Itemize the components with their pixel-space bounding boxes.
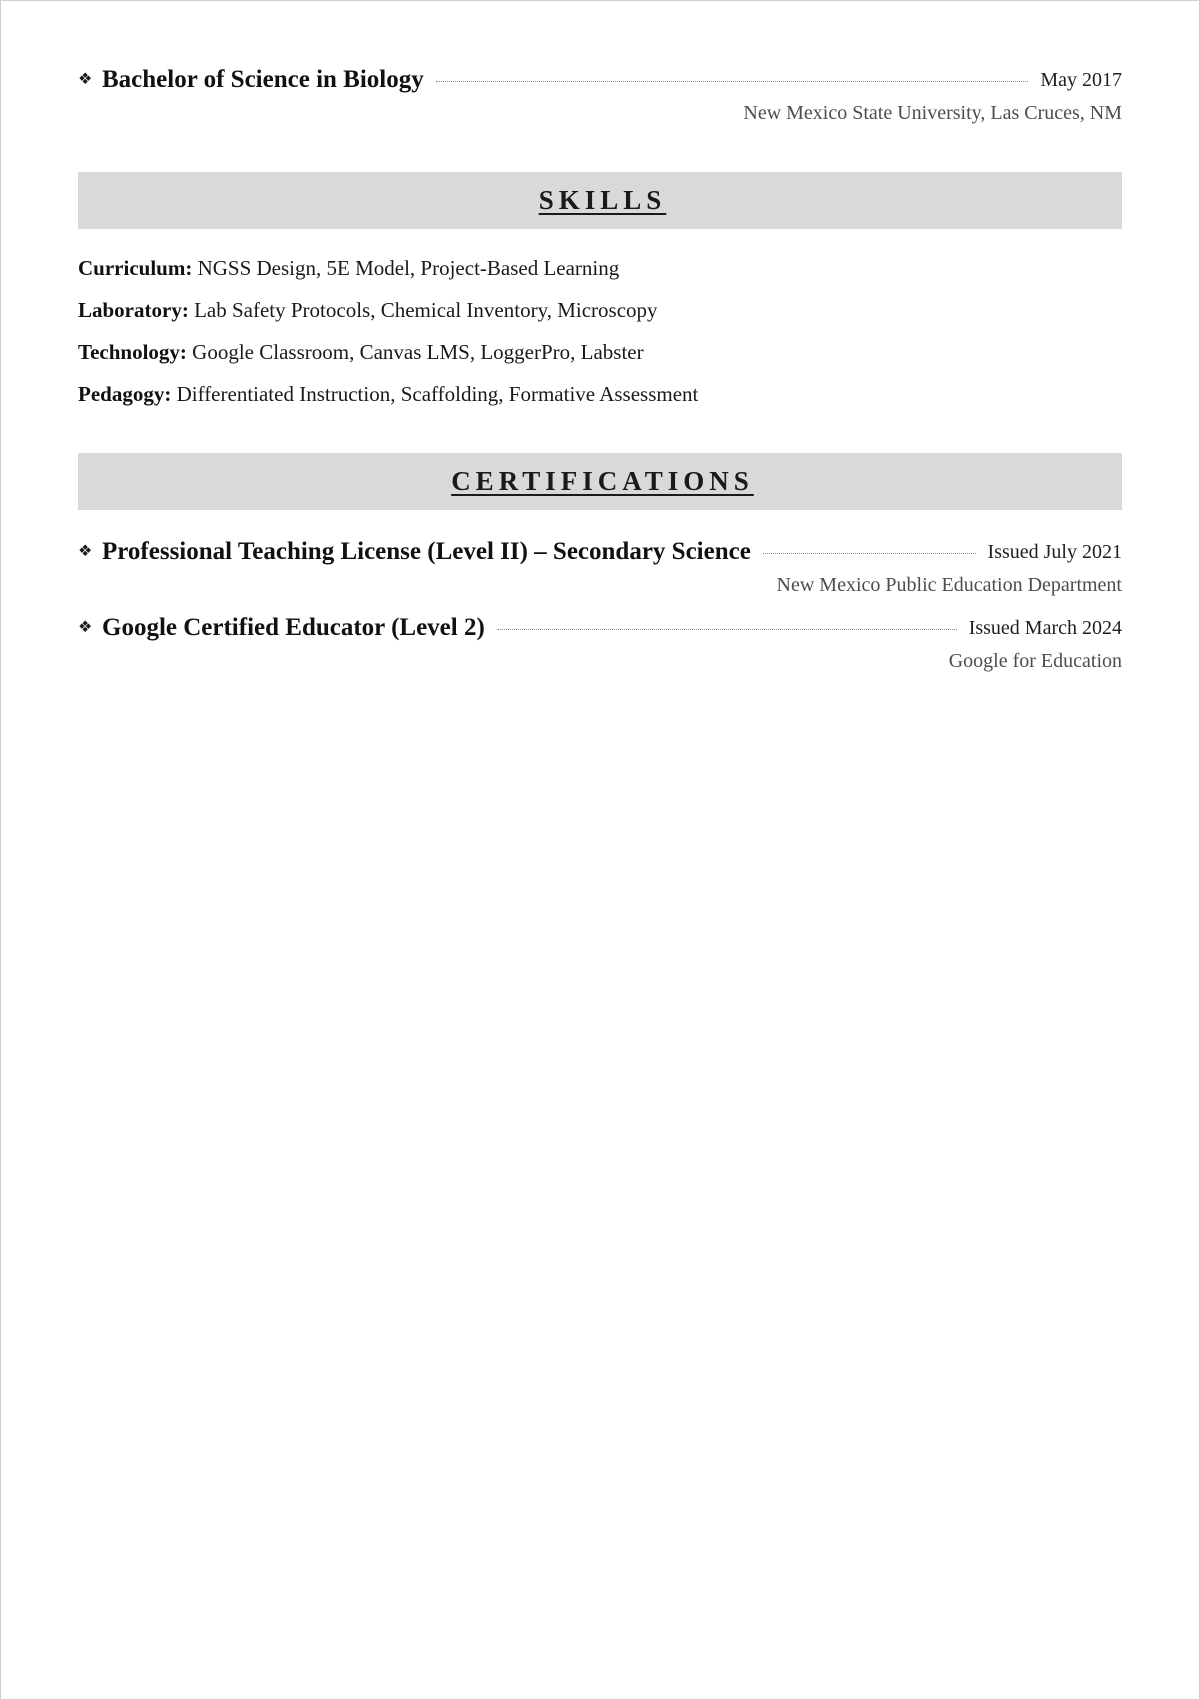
certification-date: Issued July 2021	[987, 540, 1122, 563]
skill-row-curriculum	[78, 247, 1122, 289]
skill-row-technology	[78, 331, 1122, 373]
certification-entry-header	[78, 534, 1122, 570]
certifications-heading: CERTIFICATIONS	[451, 466, 754, 496]
certifications-section-banner	[78, 453, 1122, 510]
skill-label: Curriculum:	[78, 256, 193, 280]
skill-row-laboratory	[78, 289, 1122, 331]
certification-title: Google Certified Educator (Level 2)	[102, 614, 485, 641]
diamond-bullet-icon: ❖	[78, 619, 93, 636]
graduation-date: May 2017	[1040, 68, 1122, 91]
certification-entry	[78, 610, 1122, 676]
certification-issuer: Google for Education	[948, 650, 1122, 672]
skills-list	[78, 247, 1122, 415]
dotted-leader	[436, 81, 1029, 82]
diamond-bullet-icon: ❖	[78, 543, 93, 560]
skill-label: Laboratory:	[78, 298, 189, 322]
skills-section-banner	[78, 172, 1122, 229]
skills-heading: SKILLS	[538, 185, 667, 215]
skill-value: Google Classroom, Canvas LMS, LoggerPro, Labster	[192, 340, 644, 364]
skill-value: Lab Safety Protocols, Chemical Inventory, Microscopy	[194, 298, 658, 322]
dotted-leader	[763, 553, 976, 554]
degree-title: Bachelor of Science in Biology	[102, 66, 424, 93]
skill-label: Pedagogy:	[78, 382, 172, 406]
institution-name: New Mexico State University, Las Cruces, NM	[743, 102, 1122, 124]
certification-date: Issued March 2024	[968, 616, 1122, 639]
education-entry	[78, 62, 1122, 128]
certification-entry	[78, 534, 1122, 600]
certification-title: Professional Teaching License (Level II) – Secondary Science	[102, 538, 751, 565]
skill-value: Differentiated Instruction, Scaffolding, Formative Assessment	[176, 382, 699, 406]
diamond-bullet-icon: ❖	[78, 71, 93, 88]
certification-issuer: New Mexico Public Education Department	[776, 574, 1122, 596]
certification-entry-header	[78, 610, 1122, 646]
education-entry-header	[78, 62, 1122, 98]
dotted-leader	[497, 629, 957, 630]
skill-label: Technology:	[78, 340, 187, 364]
skill-row-pedagogy	[78, 373, 1122, 415]
skill-value: NGSS Design, 5E Model, Project-Based Learning	[197, 256, 620, 280]
